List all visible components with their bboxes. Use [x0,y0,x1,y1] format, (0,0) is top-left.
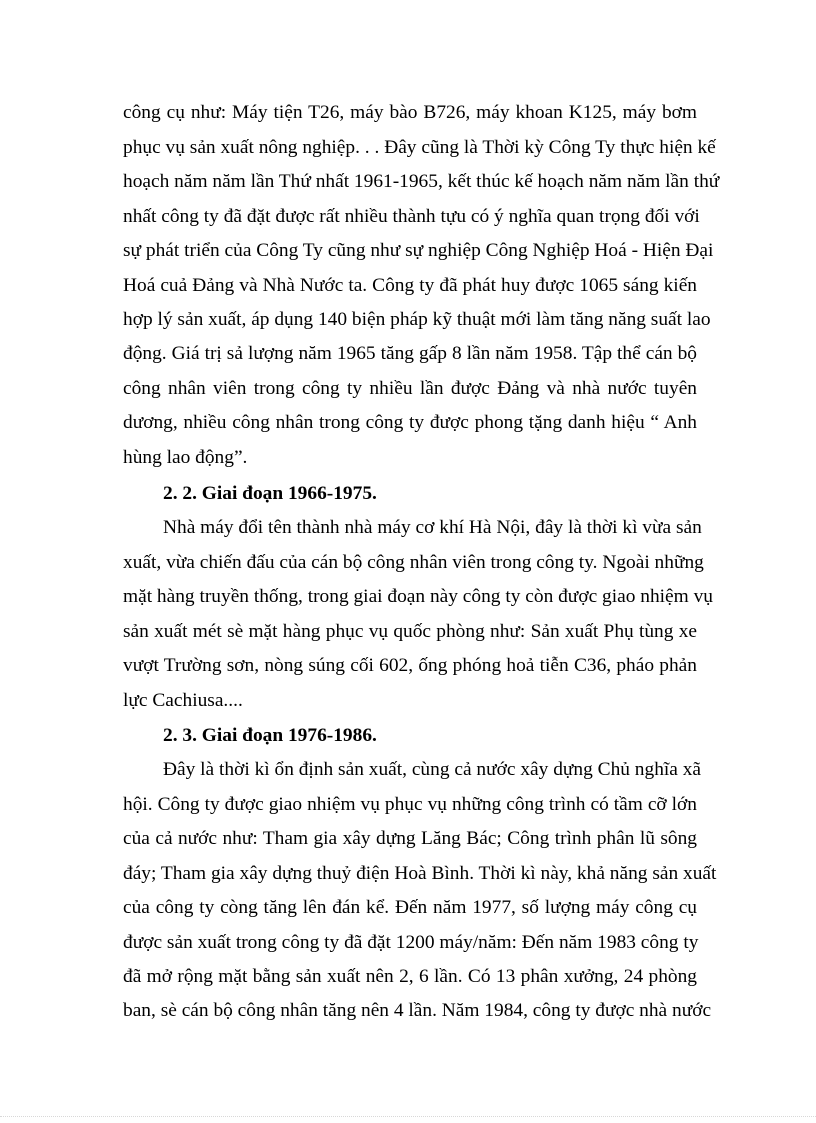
paragraph-2-line-3: mặt hàng truyền thống, trong giai đoạn này công ty còn được giao nhiệm vụ [123,586,713,607]
paragraph-3-line-2: hội. Công ty được giao nhiệm vụ phục vụ những công trình có tầm cỡ lớn [123,794,697,815]
paragraph-1-line-1: công cụ như: Máy tiện T26, máy bào B726, máy khoan K125, máy bơm [123,102,697,123]
paragraph-2-line-4: sản xuất mét sè mặt hàng phục vụ quốc phòng như: Sản xuất Phụ tùng xe [123,621,697,642]
paragraph-1-line-2: phục vụ sản xuất nông nghiệp. . . Đây cũng là Thời kỳ Công Ty thực hiện kế [123,137,716,158]
paragraph-2-line-5: vượt Trường sơn, nòng súng cối 602, ống phóng hoả tiễn C36, pháo phản [123,655,697,676]
paragraph-1-line-4: nhất công ty đã đặt được rất nhiều thành tựu có ý nghĩa quan trọng đối với [123,206,700,227]
paragraph-2-line-1: Nhà máy đổi tên thành nhà máy cơ khí Hà Nội, đây là thời kì vừa sản [163,517,702,538]
paragraph-1-line-9: công nhân viên trong công ty nhiều lần được Đảng và nhà nước tuyên [123,378,697,399]
paragraph-3-line-6: được sản xuất trong công ty đã đặt 1200 máy/năm: Đến năm 1983 công ty [123,932,699,953]
paragraph-1-line-10: dương, nhiều công nhân trong công ty được phong tặng danh hiệu “ Anh [123,412,697,433]
paragraph-1-line-6: Hoá cuả Đảng và Nhà Nước ta. Công ty đã phát huy được 1065 sáng kiến [123,275,697,296]
paragraph-3-line-8: ban, sè cán bộ công nhân tăng nên 4 lần. Năm 1984, công ty được nhà nước [123,1000,712,1021]
paragraph-1-line-5: sự phát triển của Công Ty cũng như sự nghiệp Công Nghiệp Hoá - Hiện Đại [123,240,714,261]
paragraph-3-line-5: của công ty còng tăng lên đán kể. Đến năm 1977, số lượng máy công cụ [123,897,697,918]
paragraph-3-line-4: đáy; Tham gia xây dựng thuỷ điện Hoà Bình. Thời kì này, khả năng sản xuất [123,863,717,884]
paragraph-3-line-1: Đây là thời kì ổn định sản xuất, cùng cả nước xây dựng Chủ nghĩa xã [163,759,702,780]
section-heading-2-3: 2. 3. Giai đoạn 1976-1986. [163,725,377,746]
paragraph-2-line-2: xuất, vừa chiến đấu của cán bộ công nhân viên trong công ty. Ngoài những [123,552,704,573]
paragraph-3-line-7: đã mở rộng mặt bằng sản xuất nên 2, 6 lần. Có 13 phân xưởng, 24 phòng [123,966,697,987]
paragraph-1-line-3: hoạch năm năm lần Thứ nhất 1961-1965, kết thúc kế hoạch năm năm lần thứ [123,171,720,192]
paragraph-1-line-8: động. Giá trị sả lượng năm 1965 tăng gấp 8 lần năm 1958. Tập thể cán bộ [123,343,697,364]
paragraph-1-line-7: hợp lý sản xuất, áp dụng 140 biện pháp kỹ thuật mới làm tăng năng suất lao [123,309,711,330]
paragraph-1-line-11: hùng lao động”. [123,447,248,468]
section-heading-2-2: 2. 2. Giai đoạn 1966-1975. [163,483,377,504]
page-bottom-edge [0,1116,816,1117]
paragraph-2-line-6: lực Cachiusa.... [123,690,243,711]
paragraph-3-line-3: của cả nước như: Tham gia xây dựng Lăng Bác; Công trình phân lũ sông [123,828,697,849]
